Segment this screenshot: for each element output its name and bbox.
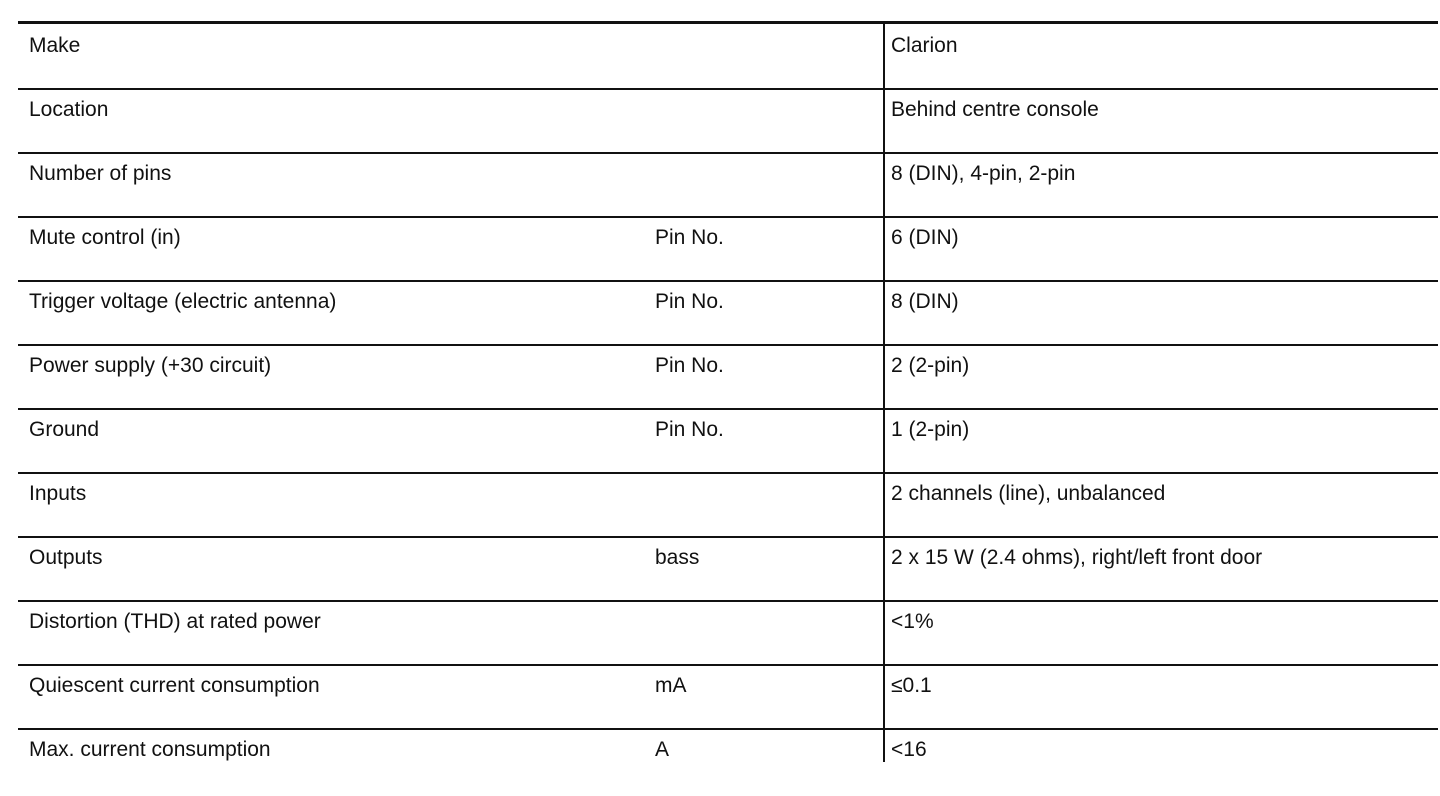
parameter-cell: Distortion (THD) at rated power (29, 610, 321, 633)
unit-cell: A (655, 738, 670, 761)
parameter-cell: Location (29, 98, 109, 121)
unit-cell: Pin No. (655, 354, 724, 377)
value-cell: 6 (DIN) (891, 226, 959, 249)
value-cell: <16 (891, 738, 927, 761)
parameter-cell: Power supply (+30 circuit) (29, 354, 272, 377)
parameter-cell: Outputs (29, 546, 103, 569)
value-cell: Clarion (891, 34, 958, 57)
parameter-cell: Mute control (in) (29, 226, 181, 249)
value-cell: 2 channels (line), unbalanced (891, 482, 1166, 505)
value-cell: <1% (891, 610, 934, 633)
parameter-cell: Ground (29, 418, 100, 441)
value-cell: ≤0.1 (891, 674, 932, 697)
table-row (18, 664, 1438, 730)
table-row (18, 728, 1438, 762)
unit-cell: bass (655, 546, 700, 569)
parameter-cell: Quiescent current consumption (29, 674, 320, 697)
parameter-cell: Trigger voltage (electric antenna) (29, 290, 337, 313)
table-row (18, 216, 1438, 282)
parameter-cell: Make (29, 34, 81, 57)
spec-table (18, 21, 1438, 762)
value-cell: 2 x 15 W (2.4 ohms), right/left front door (891, 546, 1263, 569)
table-row (18, 344, 1438, 410)
table-row (18, 600, 1438, 666)
unit-cell: Pin No. (655, 226, 724, 249)
value-cell: 8 (DIN) (891, 290, 959, 313)
table-row (18, 152, 1438, 218)
parameter-cell: Max. current consumption (29, 738, 271, 761)
table-row (18, 88, 1438, 154)
value-cell: 8 (DIN), 4-pin, 2-pin (891, 162, 1076, 185)
parameter-cell: Inputs (29, 482, 87, 505)
parameter-cell: Number of pins (29, 162, 172, 185)
table-row (18, 472, 1438, 538)
table-row (18, 408, 1438, 474)
unit-cell: mA (655, 674, 687, 697)
table-row (18, 280, 1438, 346)
table-row (18, 536, 1438, 602)
unit-cell: Pin No. (655, 418, 724, 441)
value-cell: 2 (2-pin) (891, 354, 970, 377)
unit-cell: Pin No. (655, 290, 724, 313)
value-cell: Behind centre console (891, 98, 1099, 121)
table-row (18, 24, 1438, 90)
value-cell: 1 (2-pin) (891, 418, 970, 441)
column-divider (883, 21, 885, 762)
